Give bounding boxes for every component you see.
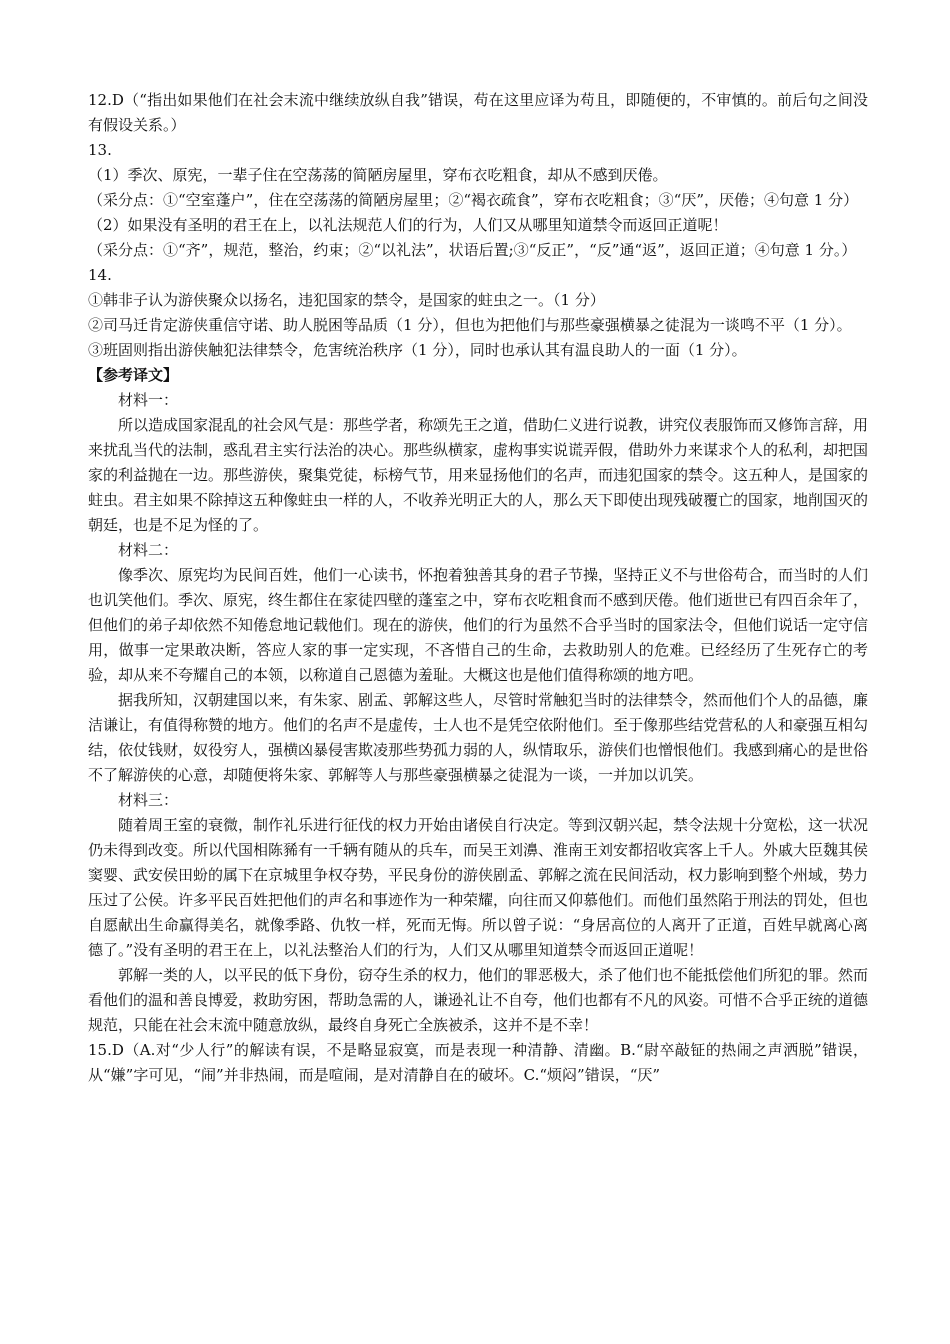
material-3-label: 材料三：	[118, 791, 179, 809]
material-1-paragraph: 所以造成国家混乱的社会风气是：那些学者，称颂先王之道，借助仁义进行说教，讲究仪表服饰而又修饰言辞，用来扰乱当代的法制，惑乱君主实行法治的决心。那些纵横家，虚构事实说谎弄假，借助外力来谋求个人的私利，却把国家的利益抛在一边。那些游侠，聚集党徒，标榜气节，用来显扬他们的名声，而违犯国家的禁令。这五种人，是国家的蛀虫。君主如果不除掉这五种像蛀虫一样的人，不收养光明正大的人，那么天下即使出现残破覆亡的国家，地削国灭的朝廷，也是不足为怪的了。	[88, 416, 869, 534]
answer-13-label: 13.	[88, 141, 112, 159]
answer-14-label: 14.	[88, 266, 112, 284]
answer-13-part1: （1）季次、原宪，一辈子住在空荡荡的简陋房屋里，穿布衣吃粗食，却从不感到厌倦。	[88, 166, 668, 184]
answer-15: 15.D（A.对“少人行”的解读有误，不是略显寂寞，而是表现一种清静、清幽。B.“尉卒敲钲的热闹之声洒脱”错误，从“嫌”字可见，“闹”并非热闹，而是喧闹，是对清静自在的破坏。C.“烦闷”错误，“厌”	[88, 1041, 868, 1084]
material-3-paragraph-1: 随着周王室的衰微，制作礼乐进行征伐的权力开始由诸侯自行决定。等到汉朝兴起，禁令法规十分宽松，这一状况仍未得到改变。所以代国相陈豨有一千辆有随从的兵车，而吴王刘濞、淮南王刘安都招收宾客上千人。外戚大臣魏其侯窦婴、武安侯田蚡的属下在京城里争权夺势，平民身份的游侠剧孟、郭解之流在民间活动，权力影响到整个州域，势力压过了公侯。许多平民百姓把他们的声名和事迹作为一种荣耀，向往而又仰慕他们。而他们虽然陷于刑法的罚处，但也自愿献出生命赢得美名，就像季路、仇牧一样，死而无悔。所以曾子说：“身居高位的人离开了正道，百姓早就离心离德了。”没有圣明的君王在上，以礼法整治人们的行为，人们又从哪里知道禁令而返回正道呢！	[88, 816, 869, 959]
document-page	[88, 88, 868, 1088]
material-2-paragraph-2: 据我所知，汉朝建国以来，有朱家、剧孟、郭解这些人，尽管时常触犯当时的法律禁令，然而他们个人的品德，廉洁谦让，有值得称赞的地方。他们的名声不是虚传，士人也不是凭空依附他们。至于像那些结党营私的人和豪强互相勾结，依仗钱财，奴役穷人，强横凶暴侵害欺凌那些势孤力弱的人，纵情取乐，游侠们也憎恨他们。我感到痛心的是世俗不了解游侠的心意，却随便将朱家、郭解等人与那些豪强横暴之徒混为一谈，一并加以讥笑。	[88, 691, 869, 784]
answer-13-part1-scoring: （采分点：①“空室蓬户”，住在空荡荡的简陋房屋里；②“褐衣疏食”，穿布衣吃粗食；③“厌”，厌倦；④句意 1 分）	[88, 191, 859, 209]
material-1-label: 材料一：	[118, 391, 179, 409]
material-3-paragraph-2: 郭解一类的人，以平民的低下身份，窃夺生杀的权力，他们的罪恶极大，杀了他们也不能抵偿他们所犯的罪。然而看他们的温和善良博爱，救助穷困，帮助急需的人，谦逊礼让不自夸，他们也都有不凡的风姿。可惜不合乎正统的道德规范，只能在社会末流中随意放纵，最终自身死亡全族被杀，这并不是不幸！	[88, 966, 869, 1034]
translation-heading: 【参考译文】	[88, 366, 179, 384]
material-2-paragraph-1: 像季次、原宪均为民间百姓，他们一心读书，怀抱着独善其身的君子节操，坚持正义不与世俗苟合，而当时的人们也讥笑他们。季次、原宪，终生都住在家徒四壁的蓬室之中，穿布衣吃粗食而不感到厌倦。他们逝世已有四百余年了，但他们的弟子却依然不知倦怠地记载他们。现在的游侠，他们的行为虽然不合乎当时的国家法令，但他们说话一定守信用，做事一定果敢决断，答应人家的事一定实现，不吝惜自己的生命，去救助别人的危难。已经经历了生死存亡的考验，却从来不夸耀自己的本领，以称道自己恩德为羞耻。大概这也是他们值得称颂的地方吧。	[88, 566, 869, 684]
answer-12: 12.D（“指出如果他们在社会末流中继续放纵自我”错误，苟在这里应译为苟且，即随便的，不审慎的。前后句之间没有假设关系。）	[88, 91, 868, 134]
answer-13-part2: （2）如果没有圣明的君王在上，以礼法规范人们的行为，人们又从哪里知道禁令而返回正道呢！	[88, 216, 728, 234]
answer-14-point1: ①韩非子认为游侠聚众以扬名，违犯国家的禁令，是国家的蛀虫之一。（1 分）	[88, 291, 605, 309]
answer-13-part2-scoring: （采分点：①“齐”，规范，整治，约束；②“以礼法”，状语后置;③“反正”，“反”通“返”，返回正道；④句意 1 分。）	[88, 241, 857, 259]
answer-14-point3: ③班固则指出游侠触犯法律禁令，危害统治秩序（1 分），同时也承认其有温良助人的一面（1 分）。	[88, 341, 747, 359]
answer-14-point2: ②司马迁肯定游侠重信守诺、助人脱困等品质（1 分），但也为把他们与那些豪强横暴之徒混为一谈鸣不平（1 分）。	[88, 316, 852, 334]
material-2-label: 材料二：	[118, 541, 179, 559]
